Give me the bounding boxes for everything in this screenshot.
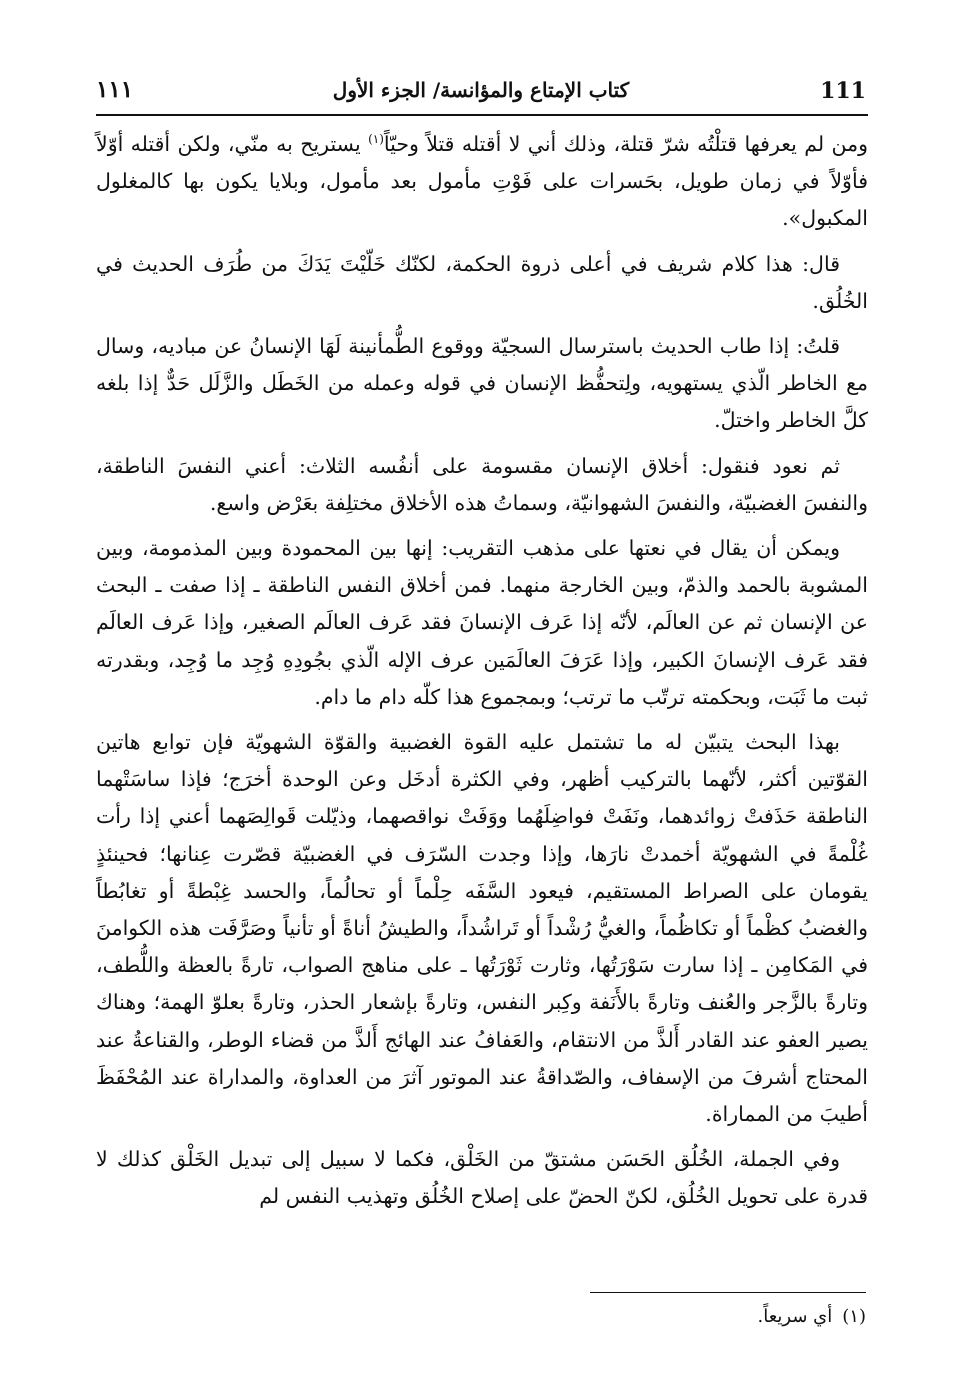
paragraph-1 bbox=[96, 126, 868, 238]
header-rule bbox=[96, 114, 868, 116]
paragraph-5: ويمكن أن يقال في نعتها على مذهب التقريب: إنها بين المحمودة وبين المذمومة، وبين المشوبة بالحمد والذمّ، وبين الخارجة منهما. فمن أخلاق النفس الناطقة ـ إذا صفت ـ البحث عن الإنسان ثم عن العالَم، لأنّه إذا عَرف الإنسانَ فقد عَرف العالَم الصغير، وإذا عَرف العالَم فقد عَرف الإنسانَ الكبير، وإذا عَرَفَ العالَمَين عرف الإله الّذي بجُودِهِ وُجِد ما وُجِد، وبقدرته ثبت ما ثَبَت، وبحكمته ترتّب ما ترتب؛ وبمجموع هذا كلّه دام ما دام. bbox=[96, 536, 868, 709]
running-title: كتاب الإمتاع والمؤانسة/ الجزء الأول bbox=[332, 78, 630, 102]
paragraph-1-text-a: ومن لم يعرفها قتلْتُه شرّ قتلة، وذلك أني لا أقتله قتلاً وحيّاً bbox=[383, 132, 868, 156]
footnote-rule bbox=[590, 1292, 866, 1293]
paragraph-2: قال: هذا كلام شريف في أعلى ذروة الحكمة، لكنّك خَلّيْتَ يَدَكَ من طُرَف الحديث في الخُلُق. bbox=[96, 251, 868, 313]
page-number-arabic: ١١١ bbox=[96, 76, 134, 103]
paragraph-4: ثم نعود فنقول: أخلاق الإنسان مقسومة على أنفُسه الثلاث: أعني النفسَ الناطقة، والنفسَ الغضبيّة، والنفسَ الشهوانيّة، وسماتُ هذه الأخلاق مختلِفة بعَرْض واسع. bbox=[96, 453, 868, 515]
body-text bbox=[96, 126, 868, 1224]
footnote bbox=[96, 1302, 866, 1332]
paragraph-6: بهذا البحث يتبيّن له ما تشتمل عليه القوة الغضبية والقوّة الشهويّة فإن توابع هاتين القوّتين أكثر، لأنّهما بالتركيب أظهر، وفي الكثرة أدخَل وعن الوحدة أخرَج؛ فإذا ساسَتْهما الناطقة حَذَفتْ زوائدهما، ونَفَتْ فواضِلَهُما ووَفَتْ نواقصهما، وذيّلت قَوالِصَهما أعني إذا رأت غُلْمةً في الشهويّة أخمدتْ نارَها، وإذا وجدت السّرَف في الغضبيّة قصّرت عِنانها؛ فحينئذٍ يقومان على الصراط المستقيم، فيعود السَّفَه حِلْماً أو تحالُماً، والحسد غِبْطةً أو تغابُطاً والغضبُ كظْماً أو تكاظُماً، والغيُّ رُشْداً أو تَراشُداً، والطيشُ أناةً أو تأنياً وصَرَّفَت هذه الكوامنَ في المَكامِن ـ إذا سارت سَوْرَتُها، وثارت ثَوْرَتُها ـ على مناهج الصواب، تارةً بالعظة واللُّطف، وتارةً بالزَّجر والعُنف وتارةً بالأَنَفة وكِبر النفس، وتارةً بإشعار الحذر، وتارةً بعلوّ الهمة؛ وهناك يصير العفو عند القادر أَلذَّ من الانتقام، والعَفافُ عند الهائج أَلذَّ من قضاء الوطر، والقناعةُ عند المحتاج أشرفَ من الإسفاف، والصّداقةُ عند الموتور آثرَ من العداوة، والمداراة عند المُحْفَظَ أطيبَ من المماراة. bbox=[96, 730, 868, 1127]
paragraph-3: قلتُ: إذا طاب الحديث باسترسال السجيّة ووقوع الطُّمأنينة لَهَا الإنسانُ عن مباديه، وسال مع الخاطر الّذي يستهويه، ولِتحفُّظ الإنسان في قوله وعمله من الخَطَل والزَّلَل حَدٌّ إذا بلغه كلَّ الخاطر واختلّ. bbox=[96, 334, 868, 433]
footnote-mark: (١) bbox=[842, 1306, 866, 1327]
footnote-text: أي سريعاً. bbox=[757, 1306, 833, 1327]
page-header bbox=[96, 72, 866, 112]
paragraph-1-text-b: يستريح به منّي، ولكن أقتله أوّلاً فأوّلاً في زمان طويل، بحَسرات على فَوْتِ مأمول بعد مأمول، وبلايا يكون بها كالمغلول المكبول». bbox=[96, 132, 868, 231]
footnote-reference: (١) bbox=[368, 132, 384, 147]
paragraph-7: وفي الجملة، الخُلُق الحَسَن مشتقّ من الخَلْق، فكما لا سبيل إلى تبديل الخَلْق كذلك لا قدرة على تحويل الخُلُق، لكنّ الحضّ على إصلاح الخُلُق وتهذيب النفس لم bbox=[96, 1147, 868, 1209]
page-number-latin: 111 bbox=[820, 78, 866, 104]
